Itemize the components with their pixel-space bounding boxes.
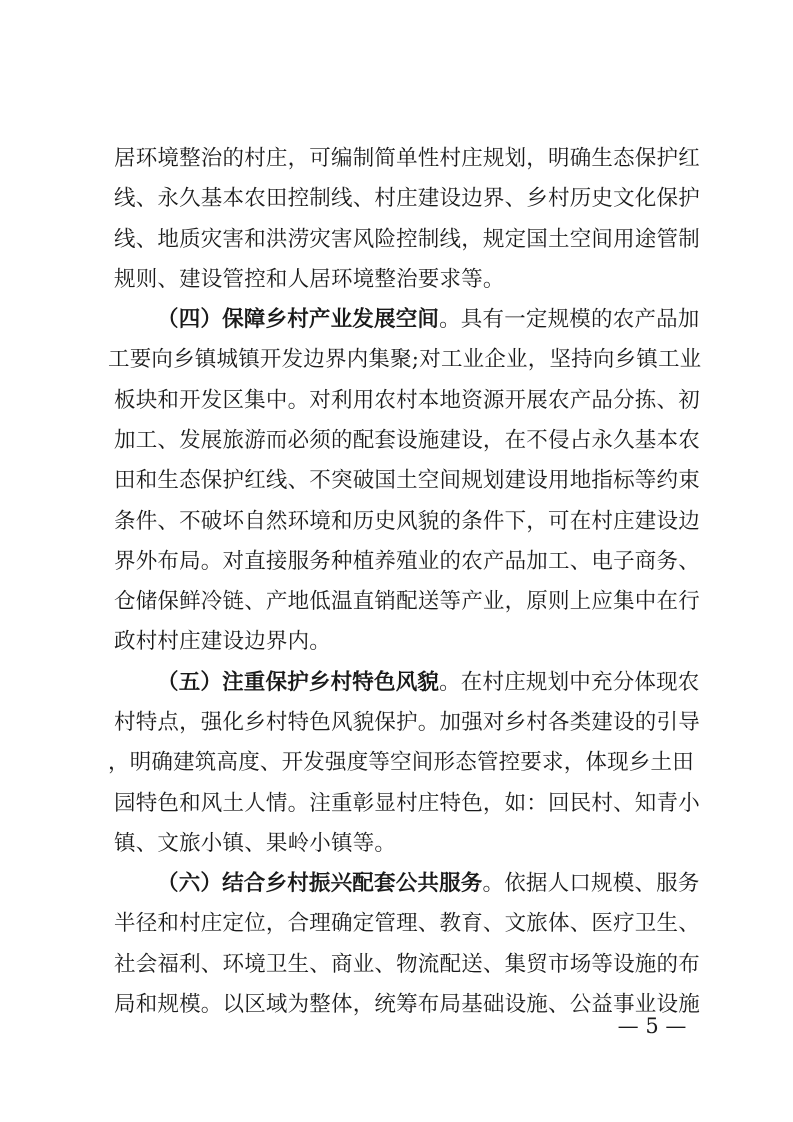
paragraph-line: 加工、发展旅游而必须的配套设施建设，在不侵占永久基本农	[114, 428, 700, 453]
paragraph-line: 半径和村庄定位，合理确定管理、教育、文旅体、医疗卫生、	[114, 911, 700, 936]
paragraph-line: 田和生态保护红线、不突破国土空间规划建设用地指标等约束	[114, 468, 700, 493]
paragraph-line: 界外布局。对直接服务种植养殖业的农产品加工、电子商务、	[114, 549, 700, 574]
paragraph-line: 条件、不破坏自然环境和历史风貌的条件下，可在村庄建设边	[114, 509, 700, 534]
paragraph-line: 规则、建设管控和人居环境整治要求等。	[114, 267, 505, 292]
paragraph-line: 线、地质灾害和洪涝灾害风险控制线，规定国土空间用途管制	[114, 227, 700, 252]
paragraph-line: 镇、文旅小镇、果岭小镇等。	[114, 831, 397, 856]
paragraph-line: 村特点，强化乡村特色风貌保护。加强对乡村各类建设的引导	[114, 710, 700, 735]
paragraph-line: 线、永久基本农田控制线、村庄建设边界、乡村历史文化保护	[114, 186, 700, 211]
paragraph-line: 板块和开发区集中。对利用农村本地资源开展农产品分拣、初	[114, 388, 700, 413]
paragraph-line: 社会福利、环境卫生、商业、物流配送、集贸市场等设施的布	[114, 952, 700, 977]
paragraph-line: 局和规模。以区域为整体，统筹布局基础设施、公益事业设施	[114, 992, 700, 1017]
paragraph-line: 居环境整治的村庄，可编制简单性村庄规划，明确生态保护红	[114, 146, 700, 171]
section-5-first-line	[157, 668, 700, 698]
section-6-first-line-text: 。依据人口规模、服务	[482, 871, 700, 896]
paragraph-line: 政村村庄建设边界内。	[114, 629, 332, 654]
section-5-first-line-text: 。在村庄规划中充分体现农	[439, 670, 700, 695]
paragraph-line: 工要向乡镇城镇开发边界内集聚;对工业企业，坚持向乡镇工业	[108, 347, 702, 372]
paragraph-line: ，明确建筑高度、开发强度等空间形态管控要求，体现乡土田	[108, 750, 694, 775]
section-4-heading: （四）保障乡村产业发展空间	[157, 307, 440, 332]
section-5-heading: （五）注重保护乡村特色风貌	[157, 670, 440, 695]
paragraph-line: 仓储保鲜冷链、产地低温直销配送等产业，原则上应集中在行	[114, 589, 700, 614]
section-6-heading: （六）结合乡村振兴配套公共服务	[157, 871, 483, 896]
paragraph-line: 园特色和风土人情。注重彰显村庄特色，如：回民村、知青小	[114, 791, 700, 816]
section-4-first-line	[157, 305, 700, 335]
page-number: — 5 —	[617, 1014, 687, 1038]
section-6-first-line	[157, 869, 700, 899]
section-4-first-line-text: 。具有一定规模的农产品加	[439, 307, 700, 332]
